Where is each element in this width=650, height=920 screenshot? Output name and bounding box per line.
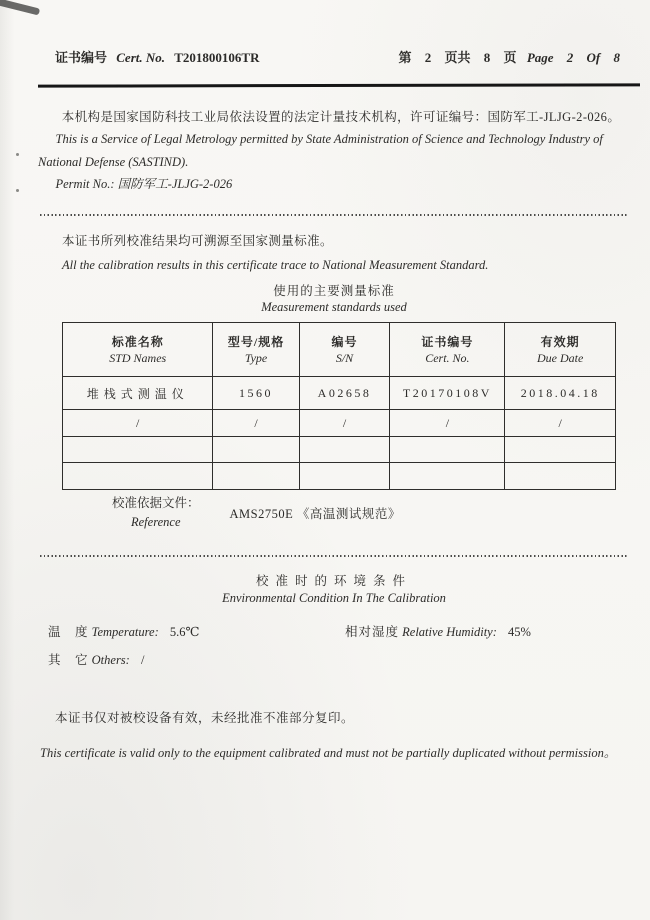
- table-row: [63, 410, 616, 437]
- environment-title-zh: 校准时的环境条件: [255, 574, 412, 588]
- page-en-label: Page: [526, 50, 554, 65]
- page-zh-suffix: 页: [503, 50, 517, 65]
- permit-value: 国防军工-JLJG-2-026: [117, 176, 233, 191]
- cert-no-label-en: Cert. No.: [116, 50, 166, 65]
- environment-row: [40, 622, 628, 640]
- col-cert-no: 证书编号 Cert. No.: [390, 323, 505, 377]
- table-cell: A02658: [299, 377, 390, 410]
- table-cell: /: [505, 410, 616, 437]
- table-cell: /: [390, 410, 505, 437]
- humidity-value: 45%: [508, 625, 531, 639]
- page-indicator: [399, 47, 630, 66]
- cert-no-label-zh: 证书编号: [55, 50, 108, 65]
- table-cell: [390, 463, 505, 490]
- scan-artifact-dot: [16, 153, 19, 156]
- reference-value: AMS2750E 《高温测试规范》: [229, 506, 401, 521]
- table-cell: [213, 437, 299, 463]
- col-std-names: 标准名称 STD Names: [63, 323, 213, 377]
- col-due-date: 有效期 Due Date: [505, 323, 616, 377]
- measurement-standards-table: [62, 322, 616, 490]
- temperature-value: 5.6℃: [169, 625, 200, 639]
- table-cell: [213, 463, 299, 490]
- table-cell: [390, 437, 505, 463]
- table-cell: /: [63, 410, 213, 437]
- environment-section: [40, 571, 628, 668]
- table-cell: [505, 437, 616, 463]
- page-en-of: Of: [586, 50, 601, 65]
- temperature-field: 温 度 Temperature: 5.6℃: [48, 625, 200, 639]
- table-cell: 2018.04.18: [505, 377, 616, 410]
- environment-title-en: Environmental Condition In The Calibration: [222, 591, 446, 605]
- reference-section: [112, 494, 401, 532]
- col-type: 型号/规格 Type: [213, 323, 299, 377]
- table-cell: /: [213, 410, 299, 437]
- header-rule: [38, 83, 640, 87]
- table-cell: 1560: [213, 377, 299, 410]
- traceability-section: [40, 231, 628, 315]
- table-cell: [299, 463, 390, 490]
- page-total-zh: 8: [483, 50, 491, 65]
- dotted-separator: [40, 214, 628, 216]
- table-cell: [505, 463, 616, 490]
- others-field: 其 它 Others: /: [48, 653, 145, 667]
- reference-label: 校准依据文件： Reference: [112, 496, 200, 529]
- col-serial: 编号 S/N: [299, 323, 390, 377]
- table-cell: 堆栈式测温仪: [63, 377, 213, 410]
- table-cell: T20170108V: [390, 377, 505, 410]
- traceability-en: All the calibration results in this certificate trace to National Measurement Standard.: [62, 258, 489, 272]
- standards-table-title-zh: 使用的主要测量标准: [273, 284, 395, 298]
- table-cell: /: [299, 410, 390, 437]
- cert-number-group: [55, 47, 266, 66]
- authorization-paragraph: [38, 106, 630, 195]
- dotted-separator: [40, 555, 628, 557]
- table-row: [63, 377, 616, 410]
- page-zh-mid: 页共: [444, 50, 471, 65]
- permit-label: Permit No.:: [55, 176, 115, 191]
- traceability-zh: 本证书所列校准结果均可溯源至国家测量标准。: [62, 234, 333, 248]
- validity-en: This certificate is valid only to the equipment calibrated and must not be partially duplicated without permission。: [40, 746, 617, 760]
- table-cell: [63, 437, 213, 463]
- page-zh-prefix: 第: [398, 50, 412, 65]
- authorization-zh: 本机构是国家国防科技工业局依法设置的法定计量技术机构，许可证编号：国防军工-JLJG-2-026。: [61, 110, 621, 124]
- table-cell: [63, 463, 213, 490]
- scan-artifact-dot: [16, 189, 19, 192]
- permit-line: [38, 173, 630, 195]
- table-header-row: [63, 323, 616, 377]
- others-value: /: [140, 653, 145, 667]
- page-header: [55, 47, 630, 66]
- standards-table-title-en: Measurement standards used: [261, 300, 407, 314]
- validity-statement: [40, 708, 636, 763]
- page-current-zh: 2: [424, 50, 432, 65]
- validity-zh: 本证书仅对被校设备有效，未经批准不准部分复印。: [55, 711, 355, 725]
- table-row: [63, 463, 616, 490]
- humidity-field: 相对湿度 Relative Humidity: 45%: [345, 625, 531, 639]
- table-cell: [299, 437, 390, 463]
- table-row: [63, 437, 616, 463]
- page-total-en: 8: [613, 50, 620, 65]
- authorization-en: This is a Service of Legal Metrology permitted by State Administration of Science and Technology Industry of National Defense (SASTIND).: [38, 132, 603, 169]
- cert-no-value: T201800106TR: [174, 50, 260, 65]
- scan-artifact-corner: [0, 0, 40, 15]
- page-current-en: 2: [566, 50, 574, 65]
